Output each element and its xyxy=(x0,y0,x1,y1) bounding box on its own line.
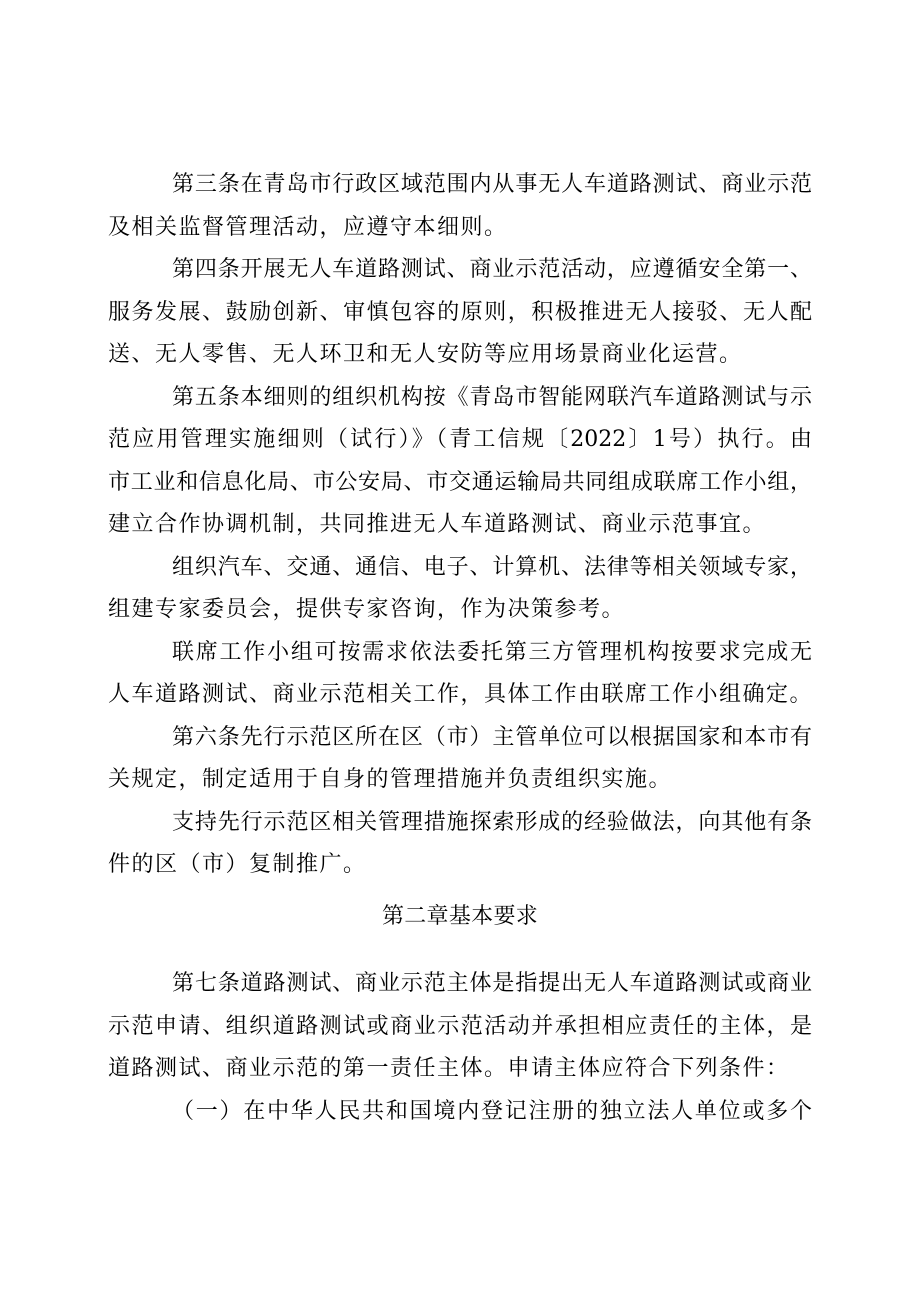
paragraph-article-4 xyxy=(108,249,812,377)
paragraph-condition-item-1 xyxy=(108,1091,812,1134)
text-line: 范应用管理实施细则（试行）》（青工信规〔2022〕1号）执行。由 xyxy=(108,427,812,452)
text-line: 件的区（市）复制推广。 xyxy=(108,852,367,877)
text-line: 及相关监督管理活动，应遵守本细则。 xyxy=(108,214,508,240)
chapter-heading: 第二章基本要求 xyxy=(381,903,539,929)
text-line: （一）在中华人民共和国境内登记注册的独立法人单位或多个 xyxy=(172,1098,812,1124)
text-line: 第六条先行示范区所在区（市）主管单位可以根据国家和本市有 xyxy=(172,724,812,750)
text-line: 市工业和信息化局、市公安局、市交通运输局共同组成联席工作小组， xyxy=(108,469,812,495)
text-line: 建立合作协调机制，共同推进无人车道路测试、商业示范事宜。 xyxy=(108,512,767,537)
paragraph-article-6 xyxy=(108,717,812,802)
text-line: 关规定，制定适用于自身的管理措施并负责组织实施。 xyxy=(108,767,673,792)
document-body xyxy=(108,164,812,1133)
text-line: 支持先行示范区相关管理措施探索形成的经验做法，向其他有条 xyxy=(172,809,812,835)
text-line: 第四条开展无人车道路测试、商业示范活动，应遵循安全第一、 xyxy=(172,257,812,282)
paragraph-article-3 xyxy=(108,164,812,249)
paragraph-expert-committee xyxy=(108,547,812,632)
paragraph-third-party-agency xyxy=(108,632,812,717)
text-line: 示范申请、组织道路测试或商业示范活动并承担相应责任的主体，是 xyxy=(108,1013,812,1039)
paragraph-experience-promotion xyxy=(108,802,812,887)
text-line: 组建专家委员会，提供专家咨询，作为决策参考。 xyxy=(108,597,626,622)
text-line: 服务发展、鼓励创新、审慎包容的原则，积极推进无人接驳、无人配 xyxy=(108,299,812,325)
text-line: 第三条在青岛市行政区域范围内从事无人车道路测试、商业示范 xyxy=(172,172,812,197)
text-line: 第七条道路测试、商业示范主体是指提出无人车道路测试或商业 xyxy=(172,971,812,996)
text-line: 送、无人零售、无人环卫和无人安防等应用场景商业化运营。 xyxy=(108,342,743,367)
text-line: 人车道路测试、商业示范相关工作，具体工作由联席工作小组确定。 xyxy=(108,682,814,707)
paragraph-article-7 xyxy=(108,963,812,1091)
text-line: 联席工作小组可按需求依法委托第三方管理机构按要求完成无 xyxy=(172,639,812,665)
text-line: 第五条本细则的组织机构按《青岛市智能网联汽车道路测试与示 xyxy=(172,384,812,410)
text-line: 道路测试、商业示范的第一责任主体。申请主体应符合下列条件： xyxy=(108,1056,790,1081)
paragraph-article-5 xyxy=(108,377,812,547)
text-line: 组织汽车、交通、通信、电子、计算机、法律等相关领域专家， xyxy=(172,554,812,580)
